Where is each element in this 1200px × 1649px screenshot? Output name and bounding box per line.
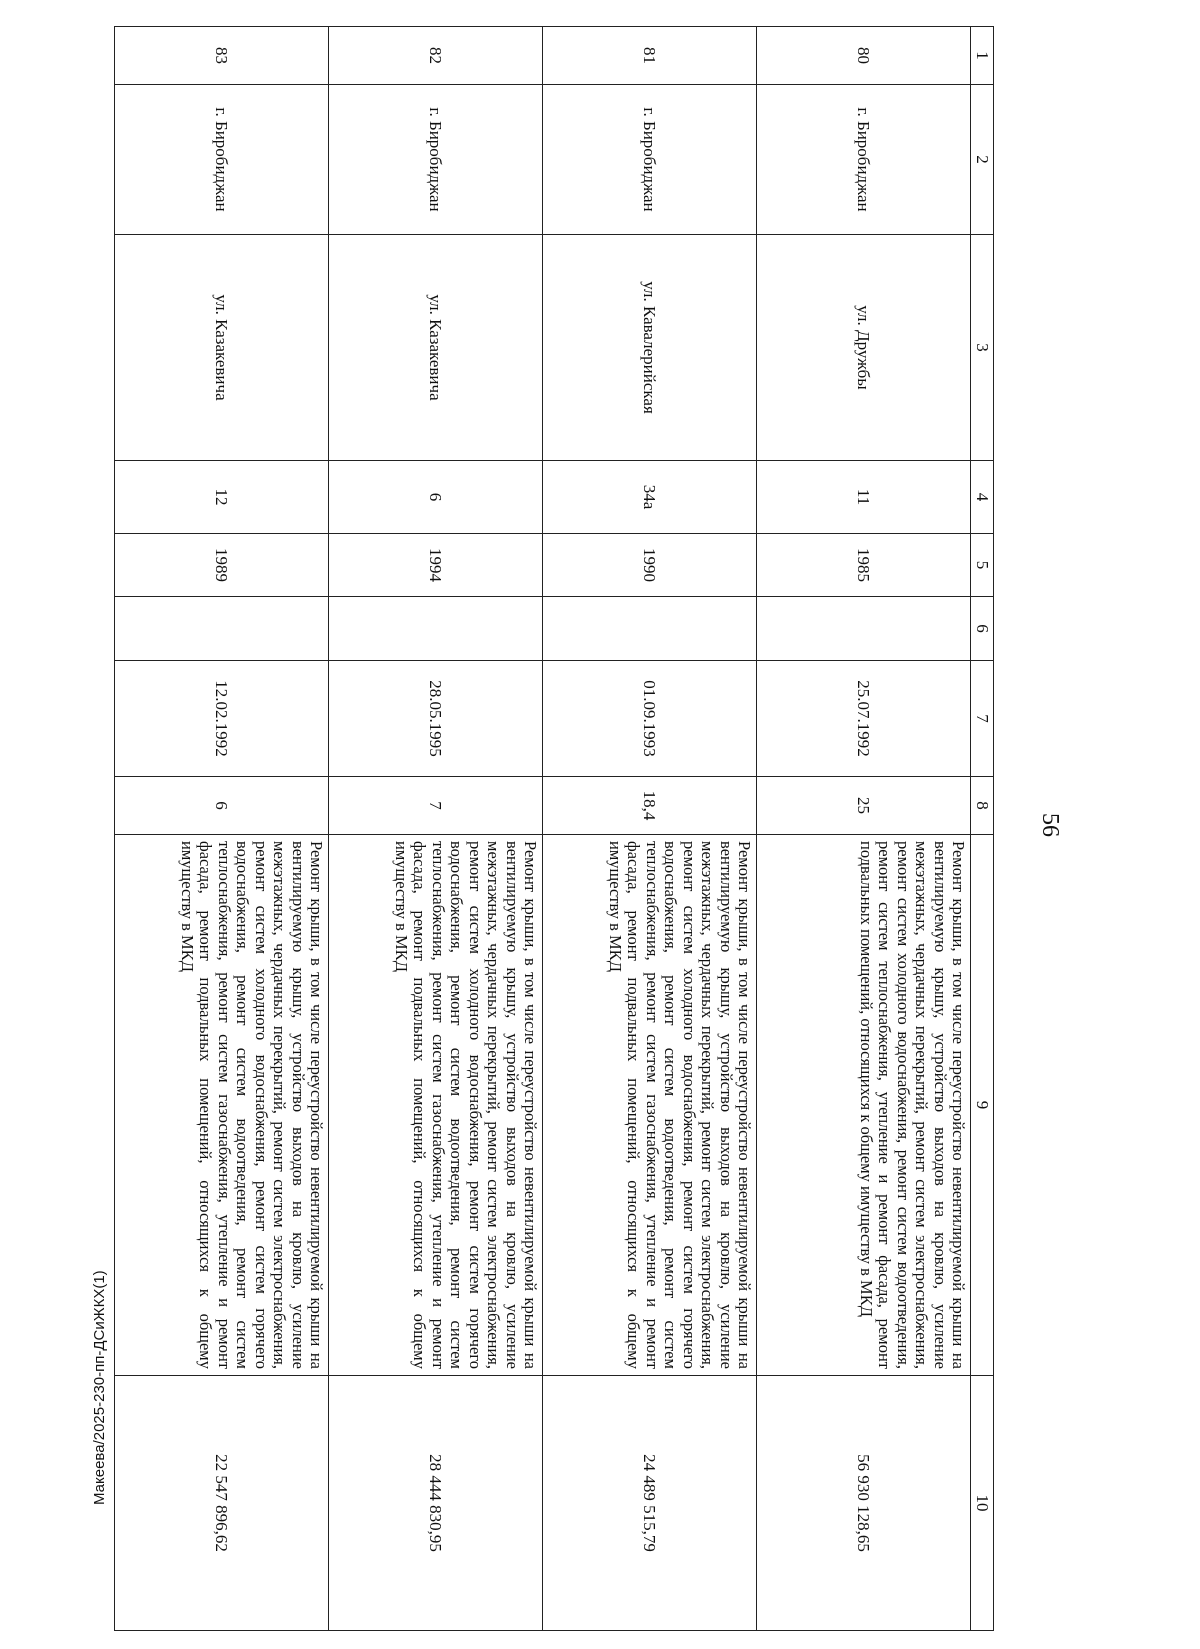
street: ул. Казакевича (115, 235, 329, 461)
table-row (543, 27, 757, 1631)
col-header: 2 (971, 85, 994, 235)
house-number: 34а (543, 461, 757, 534)
col-header: 5 (971, 534, 994, 597)
col-8: 6 (115, 777, 329, 835)
col-header: 6 (971, 597, 994, 661)
col-header: 1 (971, 27, 994, 85)
page-number: 56 (1037, 813, 1063, 837)
street: ул. Дружбы (757, 235, 971, 461)
year-built: 1985 (757, 534, 971, 597)
col-6 (757, 597, 971, 661)
table-row (757, 27, 971, 1631)
col-header: 8 (971, 777, 994, 835)
col-8: 7 (329, 777, 543, 835)
col-6 (543, 597, 757, 661)
city: г. Биробиджан (543, 85, 757, 235)
date: 28.05.1995 (329, 661, 543, 777)
works-description: Ремонт крыши, в том числе переустройство невентилируемой крыши на вентилируемую крышу, устройство выходов на кровлю, усиление межэтажных, чердачных перекрытий, ремонт систем электроснабжения, ремонт систем холодного водоснабжения, ремонт систем горячего водоснабжения, ремонт систем водоотведения, ремонт систем теплоснабжения, ремонт систем газоснабжения, утепление и ремонт фасада, ремонт подвальных помещений, относящихся к общему имуществу в МКД (115, 835, 329, 1376)
street: ул. Кавалерийская (543, 235, 757, 461)
col-header: 9 (971, 835, 994, 1376)
house-number: 6 (329, 461, 543, 534)
row-number: 80 (757, 27, 971, 85)
row-number: 81 (543, 27, 757, 85)
amount: 24 489 515,79 (543, 1376, 757, 1631)
row-number: 83 (115, 27, 329, 85)
col-6 (329, 597, 543, 661)
date: 25.07.1992 (757, 661, 971, 777)
works-description: Ремонт крыши, в том числе переустройство невентилируемой крыши на вентилируемую крышу, устройство выходов на кровлю, усиление межэтажных, чердачных перекрытий, ремонт систем электроснабжения, ремонт систем холодного водоснабжения, ремонт систем водоотведения, ремонт систем теплоснабжения, утепление и ремонт фасада, ремонт подвальных помещений, относящихся к общему имуществу в МКД (757, 835, 971, 1376)
amount: 56 930 128,65 (757, 1376, 971, 1631)
col-header: 3 (971, 235, 994, 461)
col-header: 10 (971, 1376, 994, 1631)
col-8: 25 (757, 777, 971, 835)
table-row (115, 27, 329, 1631)
repair-program-table (116, 26, 994, 1630)
works-description: Ремонт крыши, в том числе переустройство невентилируемой крыши на вентилируемую крышу, устройство выходов на кровлю, усиление межэтажных, чердачных перекрытий, ремонт систем электроснабжения, ремонт систем холодного водоснабжения, ремонт систем горячего водоснабжения, ремонт систем водоотведения, ремонт систем теплоснабжения, ремонт систем газоснабжения, утепление и ремонт фасада, ремонт подвальных помещений, относящихся к общему имуществу в МКД (329, 835, 543, 1376)
year-built: 1989 (115, 534, 329, 597)
date: 01.09.1993 (543, 661, 757, 777)
table (114, 26, 994, 1631)
city: г. Биробиджан (115, 85, 329, 235)
table-row (329, 27, 543, 1631)
col-header: 7 (971, 661, 994, 777)
amount: 22 547 896,62 (115, 1376, 329, 1631)
city: г. Биробиджан (757, 85, 971, 235)
house-number: 12 (115, 461, 329, 534)
street: ул. Казакевича (329, 235, 543, 461)
amount: 28 444 830,95 (329, 1376, 543, 1631)
header-row (971, 27, 994, 1631)
row-number: 82 (329, 27, 543, 85)
col-header: 4 (971, 461, 994, 534)
document-reference: Макеева/2025-230-пп-ДСиЖКХ(1) (91, 1270, 108, 1505)
works-description: Ремонт крыши, в том числе переустройство невентилируемой крыши на вентилируемую крышу, устройство выходов на кровлю, усиление межэтажных, чердачных перекрытий, ремонт систем электроснабжения, ремонт систем холодного водоснабжения, ремонт систем горячего водоснабжения, ремонт систем водоотведения, ремонт систем теплоснабжения, ремонт систем газоснабжения, утепление и ремонт фасада, ремонт подвальных помещений, относящихся к общему имуществу в МКД (543, 835, 757, 1376)
year-built: 1994 (329, 534, 543, 597)
col-8: 18,4 (543, 777, 757, 835)
date: 12.02.1992 (115, 661, 329, 777)
city: г. Биробиджан (329, 85, 543, 235)
col-6 (115, 597, 329, 661)
house-number: 11 (757, 461, 971, 534)
year-built: 1990 (543, 534, 757, 597)
